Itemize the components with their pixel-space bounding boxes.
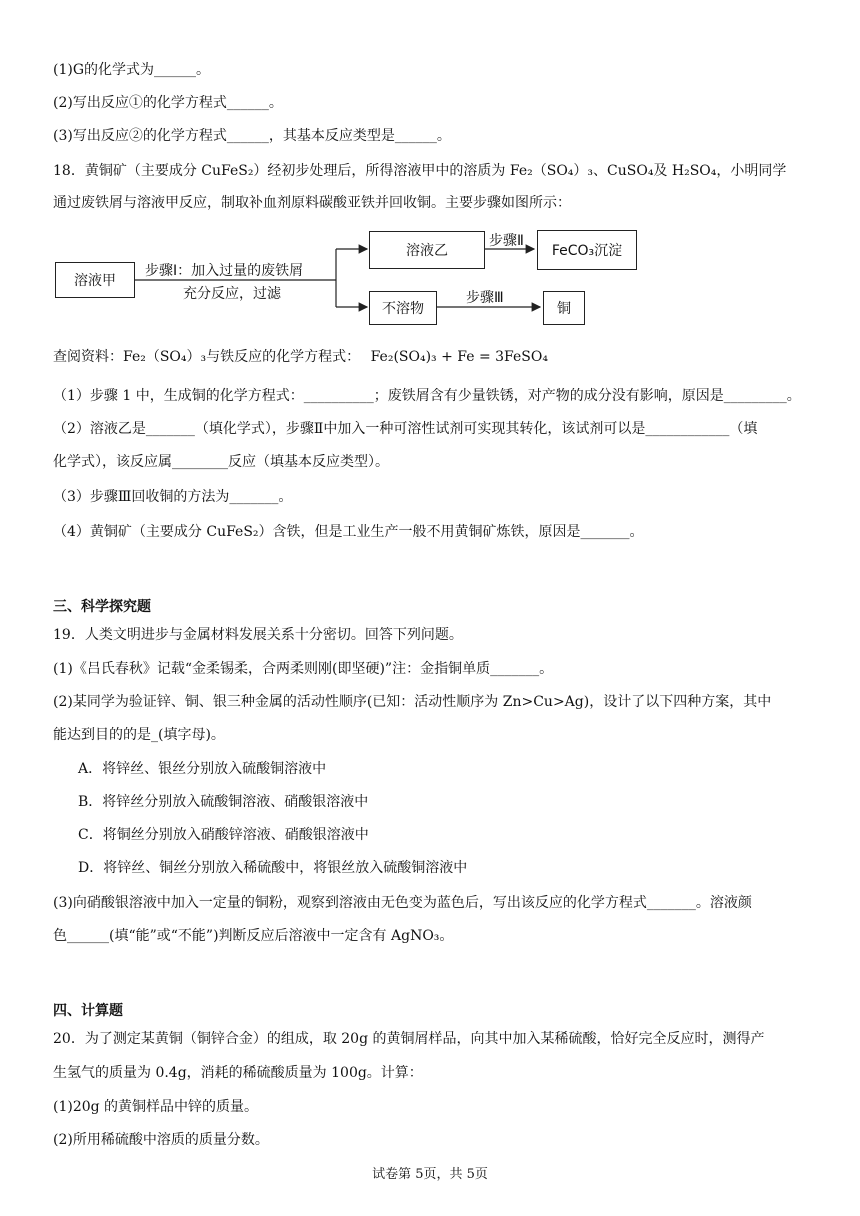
step1-label-line1: 步骤Ⅰ：加入过量的废铁屑 [145, 263, 304, 279]
step3-label: 步骤Ⅲ [466, 290, 504, 306]
q19-part2-line2: 能达到目的的是_(填字母)。 [53, 727, 225, 743]
section3-heading: 三、科学探究题 [53, 599, 151, 615]
q19-option-c: C．将铜丝分别放入硝酸锌溶液、硝酸银溶液中 [78, 827, 369, 843]
q19-part3-line1: (3)向硝酸银溶液中加入一定量的铜粉，观察到溶液由无色变为蓝色后，写出该反应的化学方程式_______。溶液颜 [53, 895, 752, 911]
box-solution-b: 溶液乙 [369, 231, 485, 269]
q18-part4: （4）黄铜矿（主要成分 CuFeS₂）含铁，但是工业生产一般不用黄铜矿炼铁，原因是_______。 [53, 524, 644, 540]
box-insoluble: 不溶物 [369, 291, 437, 325]
box-copper: 铜 [543, 291, 585, 325]
q20-part1: (1)20g 的黄铜样品中锌的质量。 [53, 1099, 259, 1115]
q18-part2-line2: 化学式），该反应属________反应（填基本反应类型）。 [53, 454, 389, 470]
q20-part2: (2)所用稀硫酸中溶质的质量分数。 [53, 1132, 269, 1148]
q18-part3: （3）步骤Ⅲ回收铜的方法为_______。 [53, 489, 293, 505]
q19-option-a: A．将锌丝、银丝分别放入硫酸铜溶液中 [78, 761, 327, 777]
q19-part2-line1: (2)某同学为验证锌、铜、银三种金属的活动性顺序(已知：活动性顺序为 Zn>Cu>Ag)，设计了以下四种方案，其中 [53, 694, 772, 710]
section4-heading: 四、计算题 [53, 1003, 123, 1019]
box-solution-a: 溶液甲 [55, 262, 135, 298]
q20-line2: 生氢气的质量为 0.4g，消耗的稀硫酸质量为 100g。计算： [53, 1065, 423, 1081]
reference-text: 查阅资料：Fe₂（SO₄）₃与铁反应的化学方程式： [53, 349, 361, 365]
q18-part2-line1: （2）溶液乙是_______（填化学式），步骤Ⅱ中加入一种可溶性试剂可实现其转化，该试剂可以是____________（填 [53, 421, 758, 437]
q18-part1: （1）步骤 1 中，生成铜的化学方程式：__________；废铁屑含有少量铁锈，对产物的成分没有影响，原因是_________。 [53, 388, 801, 404]
step2-label: 步骤Ⅱ [489, 233, 524, 249]
q20-line1: 20．为了测定某黄铜（铜锌合金）的组成，取 20g 的黄铜屑样品，向其中加入某稀硫酸，恰好完全反应时，测得产 [53, 1031, 765, 1047]
q17-part2: (2)写出反应①的化学方程式______。 [53, 95, 283, 111]
process-flow-diagram [53, 225, 623, 325]
q17-part1: (1)G的化学式为______。 [53, 62, 211, 78]
q19-option-d: D．将锌丝、铜丝分别放入稀硫酸中，将银丝放入硫酸铜溶液中 [78, 860, 468, 876]
reference-note [53, 347, 548, 367]
q19-part1: (1)《吕氏春秋》记载“金柔锡柔，合两柔则刚(即坚硬)”注：金指铜单质_______。 [53, 661, 554, 677]
q18-intro-line1: 18．黄铜矿（主要成分 CuFeS₂）经初步处理后，所得溶液甲中的溶质为 Fe₂（SO₄）₃、CuSO₄及 H₂SO₄，小明同学 [53, 163, 787, 179]
reference-equation: Fe₂(SO₄)₃ + Fe = 3FeSO₄ [370, 349, 548, 365]
q18-intro-line2: 通过废铁屑与溶液甲反应，制取补血剂原料碳酸亚铁并回收铜。主要步骤如图所示： [53, 195, 571, 211]
box-feco3-precipitate: FeCO₃沉淀 [537, 230, 637, 270]
step1-label-line2: 充分反应，过滤 [183, 286, 281, 302]
page-footer: 试卷第 5页，共 5页 [372, 1167, 488, 1182]
q19-option-b: B．将锌丝分别放入硫酸铜溶液、硝酸银溶液中 [78, 794, 369, 810]
q19-intro: 19．人类文明进步与金属材料发展关系十分密切。回答下列问题。 [53, 627, 463, 643]
q17-part3: (3)写出反应②的化学方程式______，其基本反应类型是______。 [53, 128, 451, 144]
q19-part3-line2: 色______(填“能”或“不能”)判断反应后溶液中一定含有 AgNO₃。 [53, 928, 454, 944]
